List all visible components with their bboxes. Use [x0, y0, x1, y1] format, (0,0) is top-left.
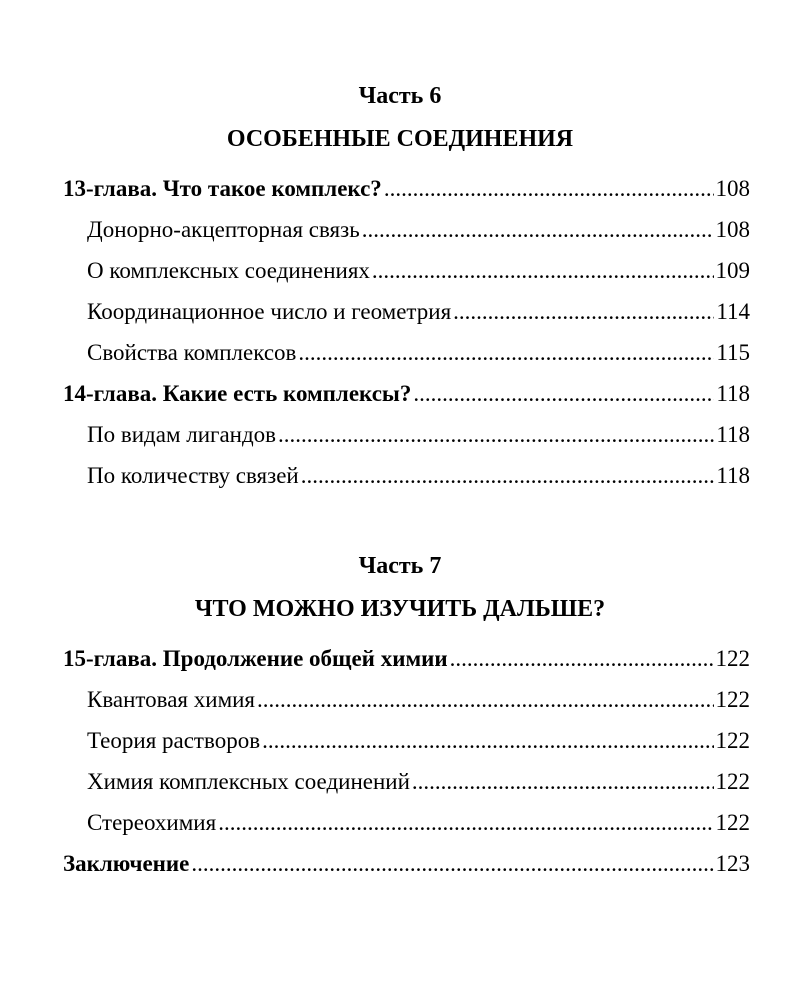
toc-chapter-13[interactable] — [0, 168, 800, 209]
toc-section[interactable] — [0, 720, 800, 761]
toc-page-number: 109 — [715, 258, 750, 283]
toc-section[interactable] — [0, 291, 800, 332]
toc-page-number: 122 — [715, 769, 750, 794]
part-label: Часть 7 — [358, 553, 442, 579]
toc-section[interactable] — [0, 332, 800, 373]
toc-page-number: 123 — [715, 851, 750, 876]
toc-entry-title: 15-глава. Продолжение общей химии — [63, 646, 448, 671]
toc-entry-title: Заключение — [63, 851, 190, 876]
dot-leader — [262, 720, 713, 761]
part-6 — [0, 80, 800, 496]
part-heading: ОСОБЕННЫЕ СОЕДИНЕНИЯ — [226, 126, 574, 152]
toc-section[interactable] — [0, 802, 800, 843]
toc-conclusion[interactable] — [0, 843, 800, 884]
toc-entry-title: По количеству связей — [87, 463, 299, 488]
toc-entry-title: О комплексных соединениях — [87, 258, 370, 283]
dot-leader — [384, 168, 714, 209]
dot-leader — [257, 679, 713, 720]
toc-entry-title: Координационное число и геометрия — [87, 299, 452, 324]
toc-page-number: 122 — [715, 728, 750, 753]
part-7 — [0, 550, 800, 884]
toc-section[interactable] — [0, 414, 800, 455]
dot-leader — [450, 638, 714, 679]
dot-leader — [301, 455, 715, 496]
toc-section[interactable] — [0, 250, 800, 291]
toc-section[interactable] — [0, 455, 800, 496]
toc-entry-title: Теория растворов — [87, 728, 261, 753]
toc-entry-title: Донорно-акцепторная связь — [87, 217, 360, 242]
dot-leader — [413, 373, 714, 414]
toc-section[interactable] — [0, 209, 800, 250]
dot-leader — [218, 802, 713, 843]
toc-page-number: 118 — [716, 463, 750, 488]
dot-leader — [362, 209, 714, 250]
toc-page-number: 114 — [716, 299, 750, 324]
dot-leader — [412, 761, 714, 802]
toc-entry-title: 14-глава. Какие есть комплексы? — [63, 381, 412, 406]
part-label: Часть 6 — [358, 83, 442, 109]
dot-leader — [278, 414, 714, 455]
toc-list — [0, 638, 800, 884]
toc-entry-title: 13-глава. Что такое комплекс? — [63, 176, 382, 201]
dot-leader — [372, 250, 714, 291]
toc-page-number: 122 — [715, 646, 750, 671]
toc-section[interactable] — [0, 679, 800, 720]
dot-leader — [453, 291, 714, 332]
toc-page-number: 122 — [715, 810, 750, 835]
toc-chapter-14[interactable] — [0, 373, 800, 414]
toc-page-number: 108 — [715, 176, 750, 201]
toc-page-number: 115 — [716, 340, 750, 365]
toc-page-number: 118 — [716, 422, 750, 447]
toc-entry-title: Свойства комплексов — [87, 340, 297, 365]
toc-entry-title: По видам лигандов — [87, 422, 277, 447]
toc-chapter-15[interactable] — [0, 638, 800, 679]
part-heading: ЧТО МОЖНО ИЗУЧИТЬ ДАЛЬШЕ? — [194, 596, 606, 622]
toc-section[interactable] — [0, 761, 800, 802]
toc-entry-title: Химия комплексных соединений — [87, 769, 410, 794]
toc-entry-title: Стереохимия — [87, 810, 217, 835]
toc-list — [0, 168, 800, 496]
toc-entry-title: Квантовая химия — [87, 687, 256, 712]
toc-page-number: 108 — [715, 217, 750, 242]
dot-leader — [298, 332, 714, 373]
toc-page-number: 118 — [716, 381, 750, 406]
dot-leader — [191, 843, 713, 884]
toc-page-number: 122 — [715, 687, 750, 712]
